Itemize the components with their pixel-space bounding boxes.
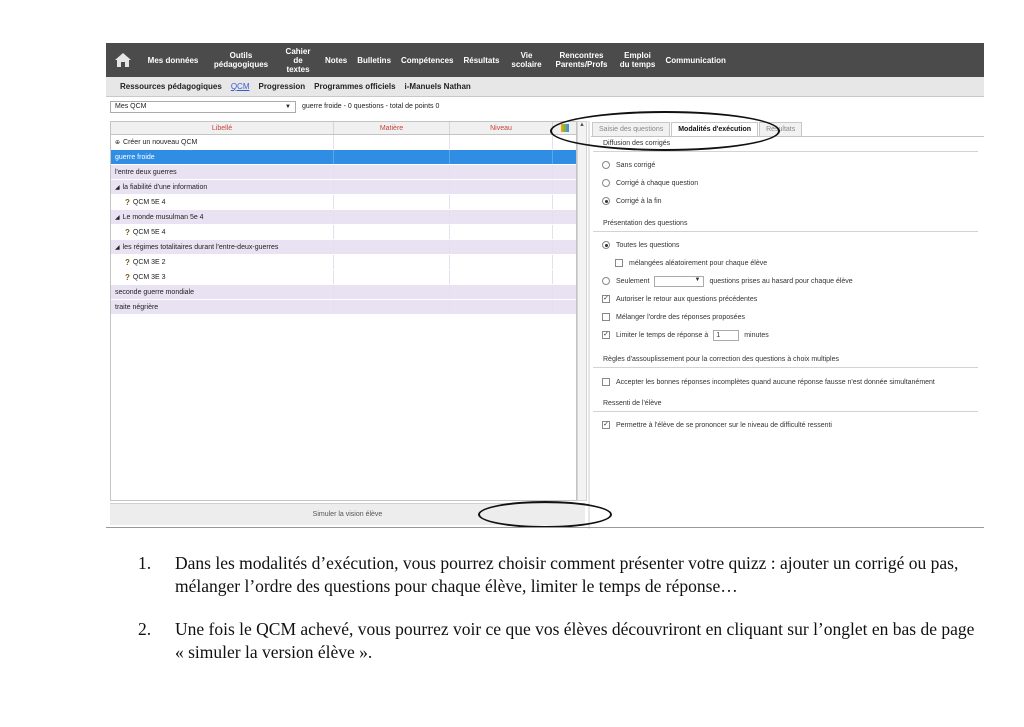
instructions-list xyxy=(138,552,978,664)
qcm-icon: ? xyxy=(125,197,130,207)
qcm-icon: ? xyxy=(125,257,130,267)
option-autoriser-retour[interactable]: ✓ Autoriser le retour aux questions précédentes xyxy=(603,295,758,303)
nav-mes-donnees[interactable]: Mes données xyxy=(147,55,199,65)
option-permettre[interactable]: ✓ Permettre à l'élève de se prononcer sur le niveau de difficulté ressenti xyxy=(603,421,832,429)
table-body xyxy=(111,135,576,315)
radio-button-selected[interactable] xyxy=(602,197,610,205)
row-label: traite négrière xyxy=(115,303,159,311)
cell-libelle xyxy=(111,150,334,164)
table-row[interactable] xyxy=(111,135,576,150)
cell-empty xyxy=(450,240,553,254)
qcm-icon: ? xyxy=(125,227,130,237)
tab-resultats[interactable]: Résultats xyxy=(759,122,802,136)
pane-divider[interactable] xyxy=(588,121,590,529)
cell-empty xyxy=(450,210,553,224)
table-row[interactable] xyxy=(111,210,576,225)
nav-competences[interactable]: Compétences xyxy=(401,55,454,65)
option-seulement[interactable]: Seulement ▼ questions prises au hasard pour chaque élève xyxy=(602,272,984,290)
table-row[interactable] xyxy=(111,300,576,315)
radio-button[interactable] xyxy=(602,179,610,187)
option-melangees[interactable]: mélangées aléatoirement pour chaque élève xyxy=(615,254,984,272)
nav-vie-scolaire[interactable]: Vie scolaire xyxy=(511,51,542,69)
cell-libelle xyxy=(111,300,334,314)
list-text: Une fois le QCM achevé, vous pourrez voir ce que vos élèves découvriront en cliquant sur l’onglet en bas de page « simuler la version élève ». xyxy=(175,619,975,662)
expand-triangle-icon[interactable]: ◢ xyxy=(115,184,120,191)
option-corrige-fin[interactable]: Corrigé à la fin xyxy=(602,192,984,210)
cell-empty xyxy=(450,135,553,149)
checkbox-checked[interactable]: ✓ xyxy=(603,421,609,428)
header-matiere[interactable]: Matière xyxy=(334,122,450,134)
home-icon[interactable] xyxy=(106,43,140,77)
cell-empty xyxy=(450,150,553,164)
qcm-icon: ? xyxy=(125,272,130,282)
row-label: seconde guerre mondiale xyxy=(115,288,194,296)
row-label: guerre froide xyxy=(115,153,155,161)
divider xyxy=(593,367,978,368)
section-ressenti: Ressenti de l'élève xyxy=(603,400,662,407)
cell-empty xyxy=(450,165,553,179)
nav-bulletins[interactable]: Bulletins xyxy=(357,55,392,65)
cell-empty xyxy=(450,285,553,299)
cell-empty xyxy=(334,225,450,239)
tab-saisie-questions[interactable]: Saisie des questions xyxy=(592,122,670,136)
row-label: QCM 3E 3 xyxy=(132,273,166,281)
cell-empty xyxy=(450,300,553,314)
cell-empty xyxy=(450,270,553,284)
row-label: les régimes totalitaires durant l'entre-deux-guerres xyxy=(122,243,279,251)
qcm-select[interactable]: Mes QCM ▼ xyxy=(110,101,296,113)
cell-empty xyxy=(334,180,450,194)
list-number: 2. xyxy=(138,619,152,639)
radio-button-selected[interactable] xyxy=(602,241,610,249)
cell-empty xyxy=(334,300,450,314)
row-label: la fiabilité d'une information xyxy=(122,183,208,191)
subnav-progression[interactable]: Progression xyxy=(258,82,306,91)
row-label: Créer un nouveau QCM xyxy=(123,138,198,146)
divider xyxy=(593,151,978,152)
cell-empty xyxy=(334,210,450,224)
radio-button[interactable] xyxy=(602,161,610,169)
time-limit-input[interactable]: 1 xyxy=(713,330,739,341)
option-melanger-reponses[interactable]: Mélanger l'ordre des réponses proposées xyxy=(602,308,984,326)
row-label: QCM 3E 2 xyxy=(132,258,166,266)
cell-libelle xyxy=(111,240,334,254)
sub-navigation xyxy=(106,77,984,97)
selector-bar xyxy=(106,99,984,114)
section-regles: Règles d'assouplissement pour la correction des questions à choix multiples xyxy=(603,356,839,363)
list-number: 1. xyxy=(138,553,152,573)
table-row[interactable] xyxy=(111,240,576,255)
nav-outils-pedagogiques[interactable]: Outils pédagogiques xyxy=(213,51,269,69)
cell-libelle xyxy=(111,165,334,179)
table-row[interactable] xyxy=(111,285,576,300)
header-niveau[interactable]: Niveau xyxy=(450,122,553,134)
cell-empty xyxy=(553,180,576,194)
table-row[interactable] xyxy=(111,255,576,270)
cell-empty xyxy=(553,300,576,314)
checkbox[interactable] xyxy=(615,259,623,267)
subnav-ressources[interactable]: Ressources pédagogiques xyxy=(120,82,222,91)
section-diffusion: Diffusion des corrigés xyxy=(603,140,671,147)
option-accepter[interactable]: Accepter les bonnes réponses incomplètes quand aucune réponse fausse n'est donnée simultanément xyxy=(602,372,984,392)
count-select[interactable]: ▼ xyxy=(654,276,704,287)
cell-libelle xyxy=(111,225,334,239)
cell-empty xyxy=(553,195,576,209)
cell-empty xyxy=(334,285,450,299)
cell-empty xyxy=(553,225,576,239)
cell-libelle xyxy=(111,255,334,269)
screenshot-border xyxy=(106,527,984,528)
cell-empty xyxy=(553,255,576,269)
nav-resultats[interactable]: Résultats xyxy=(463,55,500,65)
table-row[interactable] xyxy=(111,165,576,180)
settings-panel xyxy=(591,121,984,529)
cell-libelle xyxy=(111,285,334,299)
section-presentation: Présentation des questions xyxy=(603,220,688,227)
divider xyxy=(593,231,978,232)
subnav-programmes[interactable]: Programmes officiels xyxy=(314,82,396,91)
option-corrige-chaque[interactable]: Corrigé à chaque question xyxy=(602,174,984,192)
list-item xyxy=(138,618,978,664)
cell-empty xyxy=(334,165,450,179)
list-text: Dans les modalités d’exécution, vous pourrez choisir comment présenter votre quizz : ajouter un corrigé ou pas, mélanger l’ordre des questions pour chaque élève, limiter le temps de réponse… xyxy=(175,553,959,596)
checkbox-checked[interactable]: ✓ xyxy=(603,295,609,302)
chevron-down-icon: ▼ xyxy=(285,103,291,110)
simulate-student-view-button[interactable]: Simuler la vision élève xyxy=(312,511,383,518)
scrollbar[interactable] xyxy=(577,121,587,501)
cell-empty xyxy=(553,210,576,224)
header-libelle[interactable]: Libellé xyxy=(111,122,334,134)
cell-empty xyxy=(450,255,553,269)
radio-button[interactable] xyxy=(602,277,610,285)
highlight-circle-simulate xyxy=(478,501,612,528)
nav-notes[interactable]: Notes xyxy=(325,55,348,65)
cell-empty xyxy=(334,240,450,254)
table-row[interactable] xyxy=(111,225,576,240)
expand-triangle-icon[interactable]: ◢ xyxy=(115,244,120,251)
cell-libelle xyxy=(111,195,334,209)
row-label: QCM 5E 4 xyxy=(132,198,166,206)
cell-empty xyxy=(334,270,450,284)
cell-empty xyxy=(334,135,450,149)
subnav-qcm[interactable]: QCM xyxy=(230,82,250,91)
screenshot xyxy=(106,43,984,529)
option-toutes[interactable]: Toutes les questions xyxy=(602,236,984,254)
subnav-imanuels[interactable]: i-Manuels Nathan xyxy=(404,82,471,91)
nav-rencontres[interactable]: Rencontres Parents/Profs xyxy=(555,51,608,69)
table-row[interactable] xyxy=(111,195,576,210)
table-row[interactable] xyxy=(111,180,576,195)
top-navigation xyxy=(106,43,984,77)
cell-empty xyxy=(334,150,450,164)
row-label: l'entre deux guerres xyxy=(115,168,177,176)
cell-empty xyxy=(334,255,450,269)
tab-modalites-execution[interactable]: Modalités d'exécution xyxy=(671,122,758,136)
cell-libelle xyxy=(111,210,334,224)
cell-empty xyxy=(553,270,576,284)
checkbox-checked[interactable]: ✓ xyxy=(603,331,609,338)
row-label: QCM 5E 4 xyxy=(132,228,166,236)
list-item xyxy=(138,552,978,598)
cell-libelle xyxy=(111,180,334,194)
qcm-table xyxy=(110,121,577,501)
cell-libelle xyxy=(111,270,334,284)
cell-empty xyxy=(334,195,450,209)
nav-emploi-du-temps[interactable]: Emploi du temps xyxy=(619,51,656,69)
checkbox[interactable] xyxy=(602,313,610,321)
cell-empty xyxy=(553,165,576,179)
add-icon[interactable]: ⊕ xyxy=(115,139,121,146)
cell-libelle xyxy=(111,135,334,149)
expand-triangle-icon[interactable]: ◢ xyxy=(115,214,120,221)
scroll-up-icon[interactable]: ▲ xyxy=(579,122,585,128)
table-header xyxy=(111,122,576,135)
cell-empty xyxy=(450,225,553,239)
row-label: Le monde musulman 5e 4 xyxy=(122,213,204,221)
table-row[interactable] xyxy=(111,270,576,285)
nav-communication[interactable]: Communication xyxy=(665,55,726,65)
cell-empty xyxy=(553,240,576,254)
cell-empty xyxy=(553,150,576,164)
divider xyxy=(593,411,978,412)
cell-empty xyxy=(450,180,553,194)
option-limiter-temps[interactable]: ✓ Limiter le temps de réponse à 1 minutes xyxy=(603,331,769,339)
checkbox[interactable] xyxy=(602,378,610,386)
selection-info: guerre froide - 0 questions - total de points 0 xyxy=(302,103,440,110)
table-row[interactable] xyxy=(111,150,576,165)
cell-empty xyxy=(450,195,553,209)
highlight-circle-tab xyxy=(550,111,780,151)
nav-cahier-de-textes[interactable]: Cahier de textes xyxy=(285,46,311,74)
option-sans-corrige[interactable]: Sans corrigé xyxy=(602,156,984,174)
cell-empty xyxy=(553,285,576,299)
